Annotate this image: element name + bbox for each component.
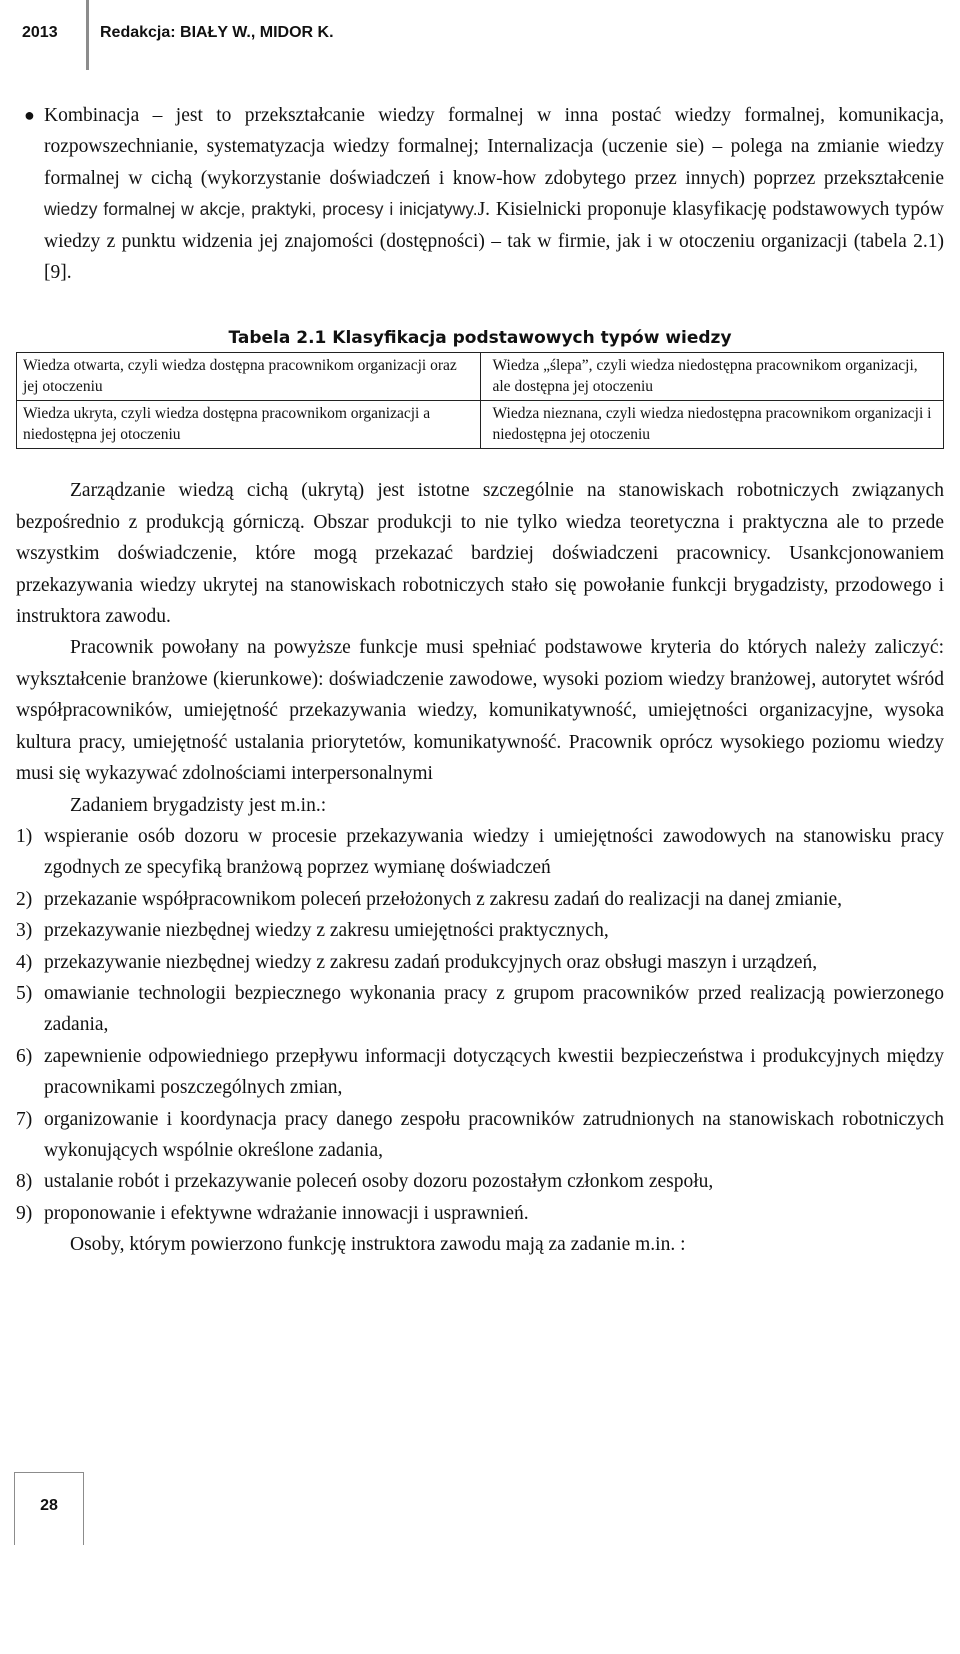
list-item: 2) przekazanie współpracownikom poleceń przełożonych z zakresu zadań do realizacji na danej zmianie, <box>16 888 843 910</box>
paragraph-foreman-tasks-intro: Zadaniem brygadzisty jest m.in.: <box>70 794 327 816</box>
list-item: 8) ustalanie robót i przekazywanie poleceń osoby dozoru pozostałym członkom zespołu, <box>16 1171 714 1193</box>
bullet-text-serif: Kombinacja – jest to przekształcanie wiedzy formalnej w inna postać wiedzy formalnej, komunikacja, rozpowszechnianie, systematyzacja wiedzy formalnej; Internalizacja (uczenie sie) – polega na zmianie wiedzy formalnej w cichą (wykorzystanie doświadczeń i know-how zdobytego przez innych) poprzez przekształcenie <box>44 105 944 189</box>
header-divider <box>86 0 89 70</box>
knowledge-classification-table <box>16 352 944 449</box>
table-cell: Wiedza ukryta, czyli wiedza dostępna pracownikom organizacji a niedostępna jej otoczeniu <box>17 401 481 449</box>
list-item: 4) przekazywanie niezbędnej wiedzy z zakresu zadań produkcyjnych oraz obsługi maszyn i urządzeń, <box>16 951 818 973</box>
page-number: 28 <box>40 1497 58 1514</box>
table-cell: Wiedza „ślepa”, czyli wiedza niedostępna pracownikom organizacji, ale dostępna jej otoczeniu <box>480 353 944 401</box>
paragraph-criteria: Pracownik powołany na powyższe funkcje musi spełniać podstawowe kryteria do których należy zaliczyć: wykształcenie branżowe (kierunkowe): doświadczenie zawodowe, wysoki poziom wiedzy branżowej, autorytet wśród współpracowników, umiejętność przekazywania wiedzy, komunikatywność, umiejętności organizacyjne, wysoka kultura pracy, umiejętność ustalania priorytetów, komunikatywność. Pracownik oprócz wysokiego poziomu wiedzy musi się wykazywać zdolnościami interpersonalnymi <box>16 637 944 785</box>
list-item: 6) zapewnienie odpowiedniego przepływu informacji dotyczących kwestii bezpieczeństwa i produkcyjnych między pracownikami poszczególnych zmian, <box>16 1045 944 1099</box>
list-item: 5) omawianie technologii bezpiecznego wykonania pracy z grupom pracowników przed realizacją powierzonego zadania, <box>16 982 944 1036</box>
page-number-box <box>14 1472 84 1545</box>
header-editors: Redakcja: BIAŁY W., MIDOR K. <box>100 24 334 41</box>
table-caption: Tabela 2.1 Klasyfikacja podstawowych typów wiedzy <box>228 328 732 349</box>
table-cell: Wiedza otwarta, czyli wiedza dostępna pracownikom organizacji oraz jej otoczeniu <box>17 353 481 401</box>
table-cell: Wiedza nieznana, czyli wiedza niedostępna pracownikom organizacji i niedostępna jej otoczeniu <box>480 401 944 449</box>
paragraph-instructor-tasks-intro: Osoby, którym powierzono funkcję instruktora zawodu mają za zadanie m.in. : <box>70 1234 686 1256</box>
running-header <box>0 0 960 70</box>
table-row <box>17 401 944 449</box>
list-item: 9) proponowanie i efektywne wdrażanie innowacji i usprawnień. <box>16 1202 529 1224</box>
bullet-text-sans: wiedzy formalnej w akcje, praktyki, procesy i inicjatywy. <box>44 199 478 220</box>
list-item: 7) organizowanie i koordynacja pracy danego zespołu pracowników zatrudnionych na stanowiskach robotniczych wykonujących wspólnie określone zadania, <box>16 1108 944 1161</box>
bullet-paragraph <box>16 100 944 288</box>
list-item: 3) przekazywanie niezbędnej wiedzy z zakresu umiejętności praktycznych, <box>16 920 609 942</box>
bullet-dot-icon: ● <box>24 105 35 125</box>
page-content <box>16 100 944 1261</box>
foreman-tasks-list <box>16 821 944 1229</box>
list-item: 1) wspieranie osób dozoru w procesie przekazywania wiedzy i umiejętności zawodowych na stanowisku pracy zgodnych ze specyfiką branżową poprzez wymianę doświadczeń <box>16 825 944 879</box>
table-row <box>17 353 944 401</box>
bullet-text-tail: J. Kisielnicki proponuje klasyfikację podstawowych typów wiedzy z punktu widzenia jej znajomości (dostępności) – tak w firmie, jak i w otoczeniu organizacji (tabela 2.1) [9]. <box>44 199 944 284</box>
header-year: 2013 <box>22 24 58 41</box>
paragraph-tacit-knowledge: Zarządzanie wiedzą cichą (ukrytą) jest istotne szczególnie na stanowiskach robotniczych związanych bezpośrednio z produkcją górniczą. Obszar produkcji to nie tylko wiedza teoretyczna i praktyczna ale to przede wszystkim doświadczenie, które mogą przekazać bardziej doświadczeni pracownicy. Usankcjonowaniem przekazywania wiedzy ukrytej na stanowiskach robotniczych stało się powołanie funkcji brygadzisty, przodowego i instruktora zawodu. <box>16 480 944 628</box>
